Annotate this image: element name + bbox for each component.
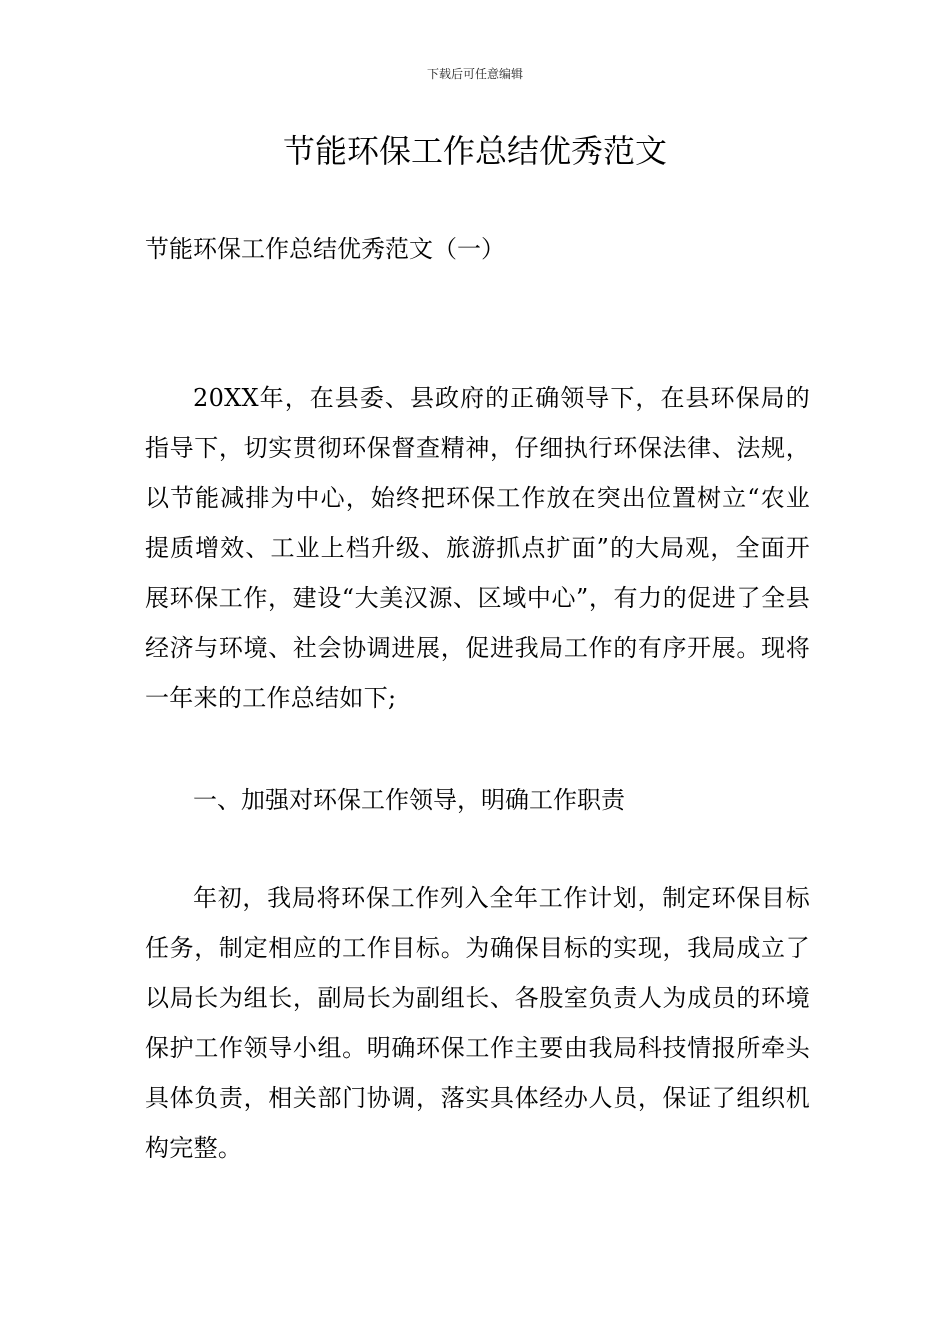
document-title: 节能环保工作总结优秀范文: [282, 132, 667, 170]
header-note: 下载后可任意编辑: [426, 67, 523, 81]
section-heading: 一、加强对环保工作领导，明确工作职责: [193, 786, 625, 814]
body-paragraph: 20XX年，在县委、县政府的正确领导下，在县环保局的指导下，切实贯彻环保督查精神，仔细执行环保法律、法规，以节能减排为中心，始终把环保工作放在突出位置树立“农业提质增效、工业上档升级、旅游抓点扩面”的大局观，全面开展环保工作，建设“大美汉源、区域中心”，有力的促进了全县经济与环境、社会协调进展，促进我局工作的有序开展。现将一年来的工作总结如下;: [145, 384, 810, 712]
section-paragraph: 年初，我局将环保工作列入全年工作计划，制定环保目标任务，制定相应的工作目标。为确保目标的实现，我局成立了以局长为组长，副局长为副组长、各股室负责人为成员的环境保护工作领导小组。明确环保工作主要由我局科技情报所牵头具体负责，相关部门协调，落实具体经办人员，保证了组织机构完整。: [145, 884, 810, 1162]
document-subtitle: 节能环保工作总结优秀范文（一）: [145, 235, 505, 263]
